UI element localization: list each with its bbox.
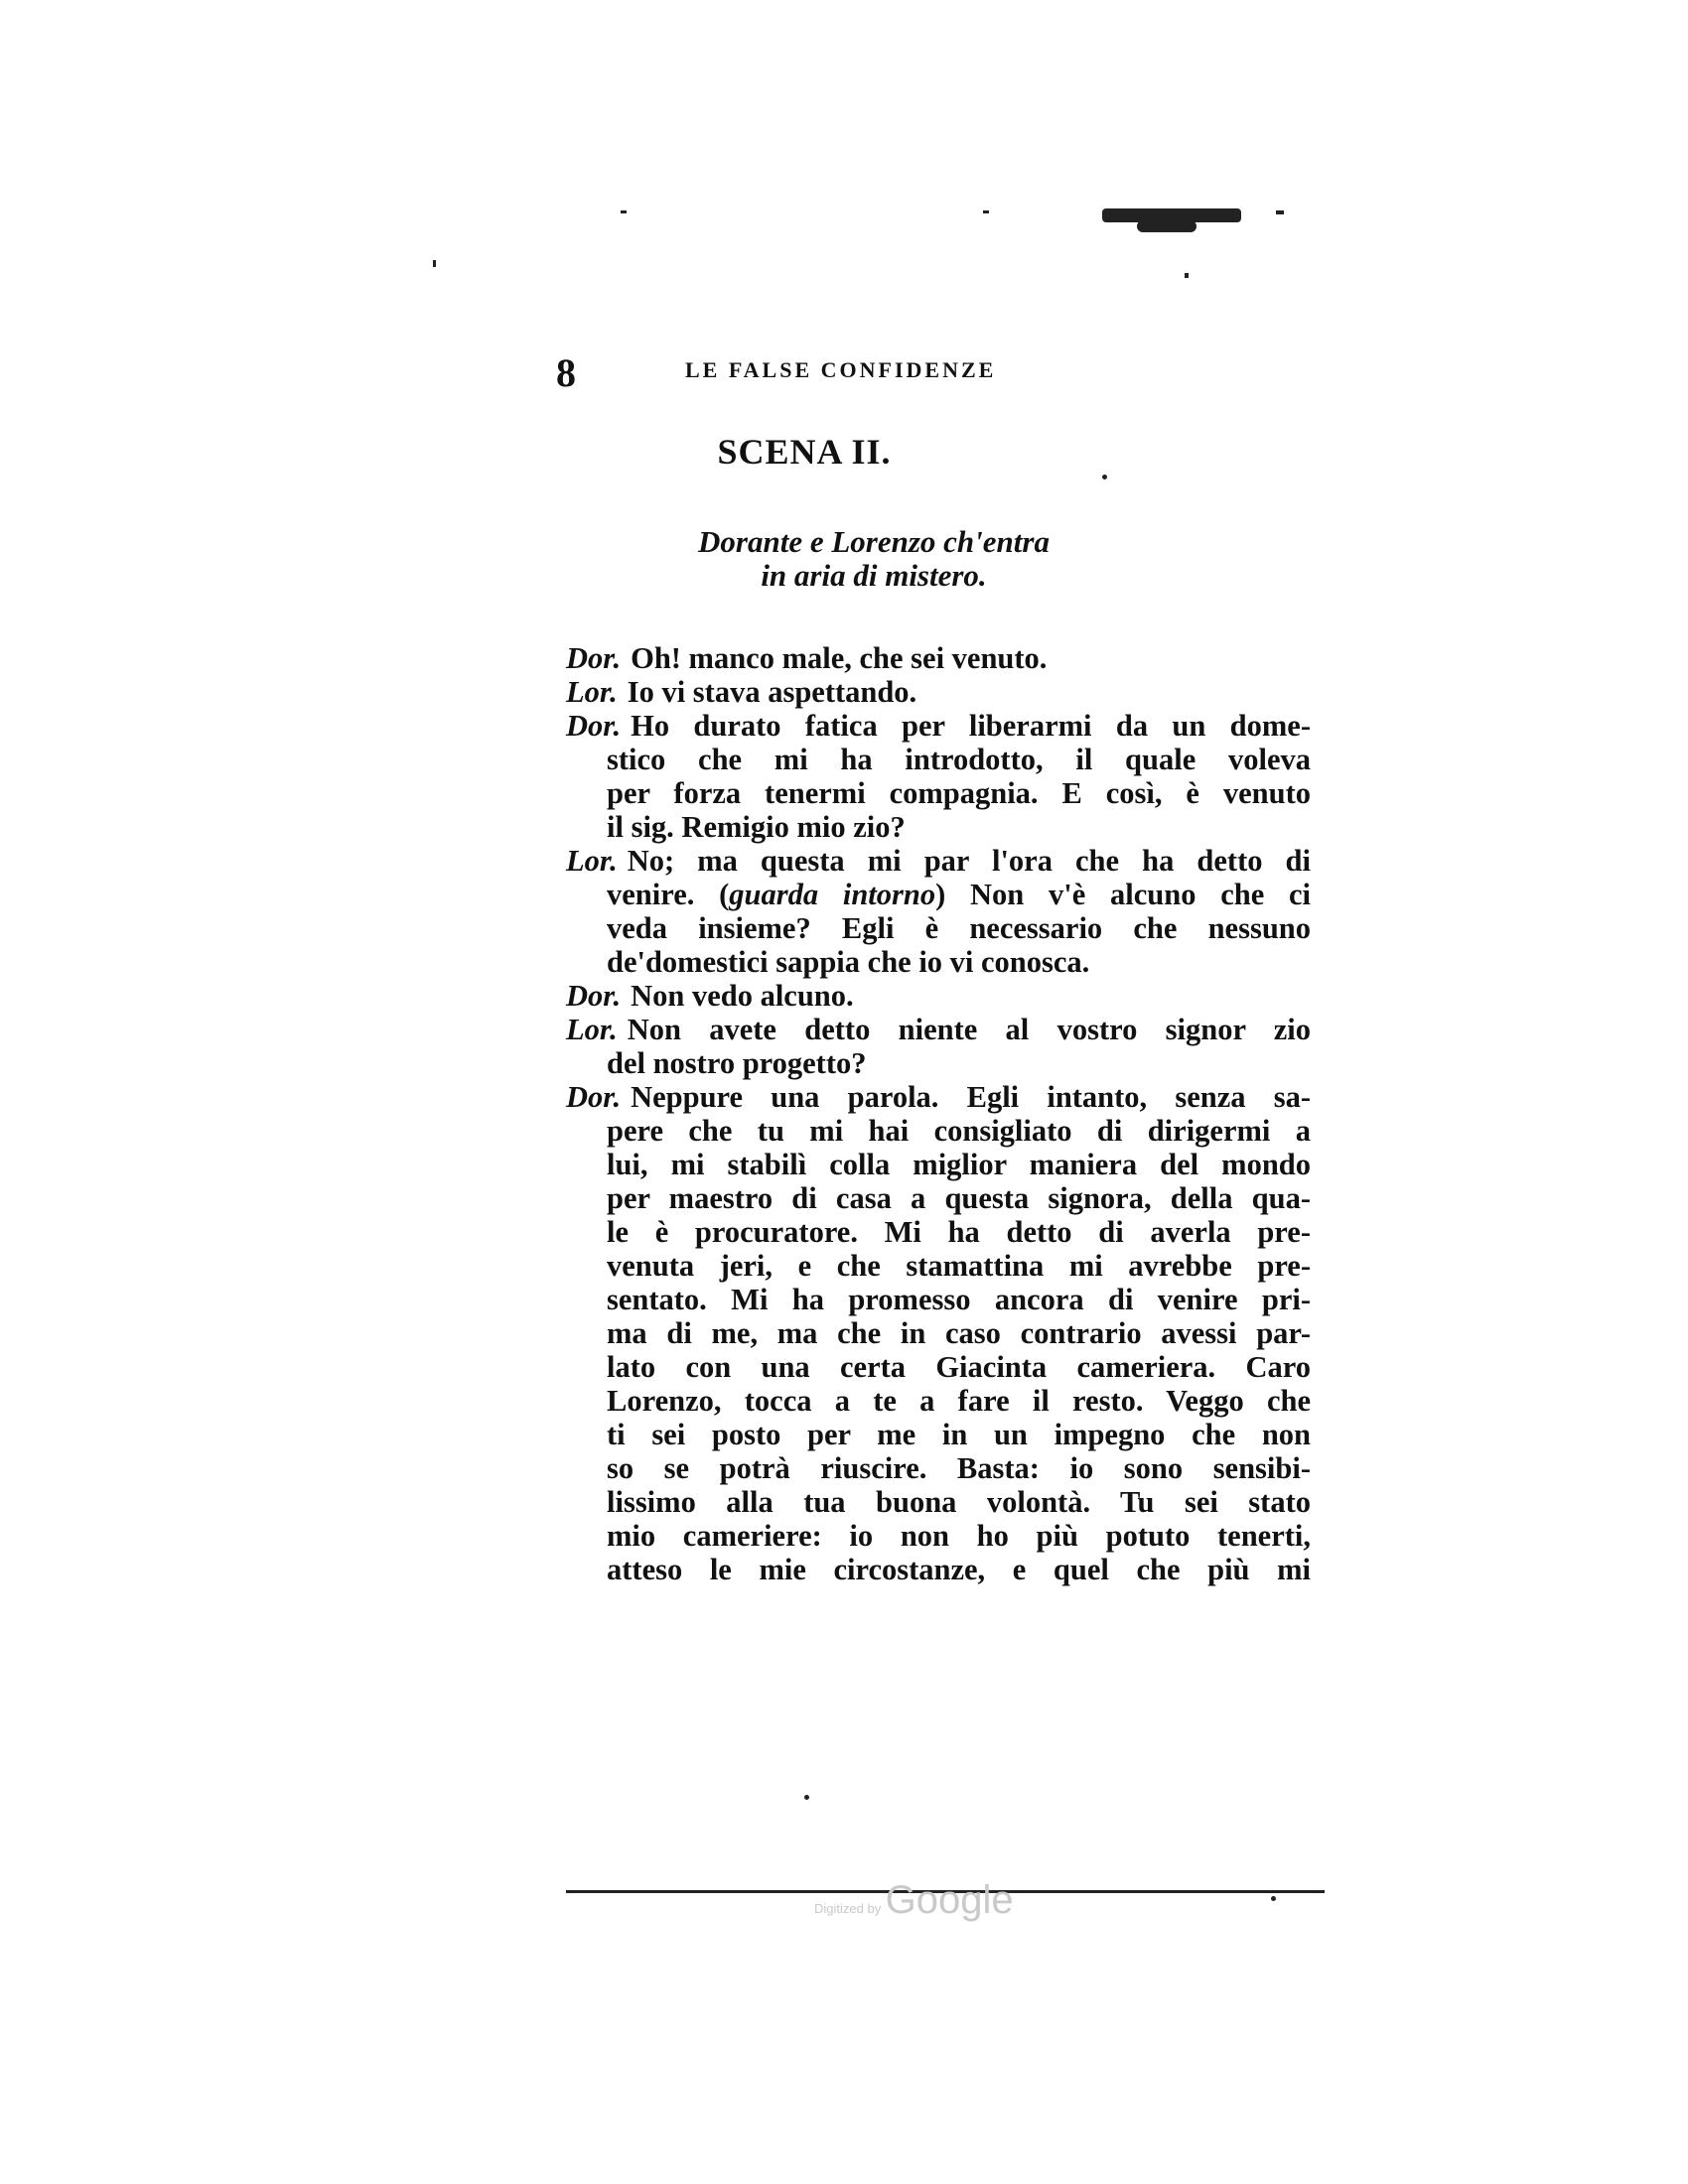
dialogue-line	[566, 1418, 1311, 1451]
line-text: pere che tu mi hai consigliato di dirigermi a	[607, 1114, 1311, 1148]
line-text: venire. (	[607, 878, 730, 911]
line-text: atteso le mie circostanze, e quel che più mi	[607, 1553, 1311, 1586]
line-text: stico che mi ha introdotto, il quale voleva	[607, 743, 1311, 776]
line-text: lui, mi stabilì colla miglior maniera del mondo	[607, 1148, 1311, 1181]
line-text: Lorenzo, tocca a te a fare il resto. Veggo che	[607, 1384, 1311, 1418]
dialogue-line	[566, 1519, 1311, 1553]
dialogue-line	[566, 709, 1311, 743]
dialogue-line	[566, 844, 1311, 878]
speaker-label: Dor.	[566, 979, 622, 1013]
line-text: mio cameriere: io non ho più potuto tenerti,	[607, 1519, 1311, 1553]
scan-blot	[1137, 220, 1196, 232]
dialogue-line	[566, 1013, 1311, 1046]
dialogue-line	[566, 1350, 1311, 1384]
watermark-small: Digitized by	[814, 1901, 882, 1916]
line-text: Non vedo alcuno.	[631, 979, 854, 1013]
dialogue-line	[566, 1451, 1311, 1485]
dialogue-line	[566, 776, 1311, 810]
stage-direction: Dorante e Lorenzo ch'entra	[698, 524, 1050, 559]
line-text: ti sei posto per me in un impegno che non	[607, 1418, 1311, 1451]
scene-title: SCENA II.	[717, 432, 892, 472]
scan-speck	[983, 210, 989, 213]
line-text: per forza tenermi compagnia. E così, è venuto	[607, 776, 1311, 810]
line-text: Oh! manco male, che sei venuto.	[631, 641, 1048, 675]
line-text: Neppure una parola. Egli intanto, senza sa-	[631, 1080, 1311, 1114]
dialogue-line	[566, 1148, 1311, 1181]
line-text: Ho durato fatica per liberarmi da un dome-	[631, 709, 1311, 743]
line-text: Non avete detto niente al vostro signor zio	[627, 1013, 1311, 1046]
dialogue-line	[566, 1384, 1311, 1418]
line-text: lato con una certa Giacinta cameriera. Caro	[607, 1350, 1311, 1384]
line-text: Io vi stava aspettando.	[627, 675, 917, 709]
scan-speck	[1276, 210, 1284, 214]
page-number: 8	[556, 350, 576, 395]
line-text: de'domestici sappia che io vi conosca.	[607, 945, 1090, 979]
line-text: ) Non v'è alcuno che ci	[935, 878, 1311, 911]
stage-aside: guarda intorno	[729, 878, 936, 911]
dialogue-line	[566, 878, 1311, 911]
scan-speck	[1271, 1896, 1276, 1901]
line-text: il sig. Remigio mio zio?	[607, 810, 906, 844]
dialogue-line	[566, 1046, 1311, 1080]
speaker-label: Lor.	[566, 1013, 618, 1046]
watermark-big: Google	[885, 1878, 1014, 1922]
line-text: venuta jeri, e che stamattina mi avrebbe pre-	[607, 1249, 1311, 1283]
dialogue-line	[566, 945, 1311, 979]
dialogue-line	[566, 1485, 1311, 1519]
dialogue-line	[566, 743, 1311, 776]
line-text: le è procuratore. Mi ha detto di averla pre-	[607, 1215, 1311, 1249]
stage-direction: in aria di mistero.	[761, 558, 987, 593]
google-watermark	[814, 1878, 1014, 1923]
dialogue-line	[566, 810, 1311, 844]
dialogue-line	[566, 1080, 1311, 1114]
line-text: del nostro progetto?	[607, 1046, 867, 1080]
dialogue-line	[566, 1553, 1311, 1586]
speaker-label: Dor.	[566, 709, 622, 743]
line-text: sentato. Mi ha promesso ancora di venire pri-	[607, 1283, 1311, 1316]
scan-speck	[1185, 273, 1189, 278]
dialogue-line	[566, 1181, 1311, 1215]
speaker-label: Dor.	[566, 1080, 622, 1114]
dialogue-line	[566, 1249, 1311, 1283]
dialogue-line	[566, 641, 1311, 675]
dialogue-line	[566, 979, 1311, 1013]
dialogue-line	[566, 1283, 1311, 1316]
dialogue-line	[566, 1114, 1311, 1148]
scan-speck	[621, 210, 627, 213]
scan-speck	[804, 1795, 809, 1800]
dialogue-line	[566, 1316, 1311, 1350]
dialogue-line	[566, 675, 1311, 709]
line-text: ma di me, ma che in caso contrario avessi par-	[607, 1316, 1311, 1350]
dialogue-line	[566, 1215, 1311, 1249]
dialogue-line	[566, 911, 1311, 945]
line-text: lissimo alla tua buona volontà. Tu sei stato	[607, 1485, 1311, 1519]
speaker-label: Lor.	[566, 844, 618, 878]
running-head: LE FALSE CONFIDENZE	[685, 357, 997, 382]
line-text: No; ma questa mi par l'ora che ha detto di	[627, 844, 1311, 878]
scan-speck	[1102, 475, 1107, 479]
line-text: so se potrà riuscire. Basta: io sono sensibi-	[607, 1451, 1311, 1485]
dialogue-body	[566, 641, 1311, 1586]
speaker-label: Dor.	[566, 641, 622, 675]
scan-speck	[433, 260, 436, 267]
line-text: veda insieme? Egli è necessario che nessuno	[607, 911, 1311, 945]
speaker-label: Lor.	[566, 675, 618, 709]
line-text: per maestro di casa a questa signora, della qua-	[607, 1181, 1311, 1215]
